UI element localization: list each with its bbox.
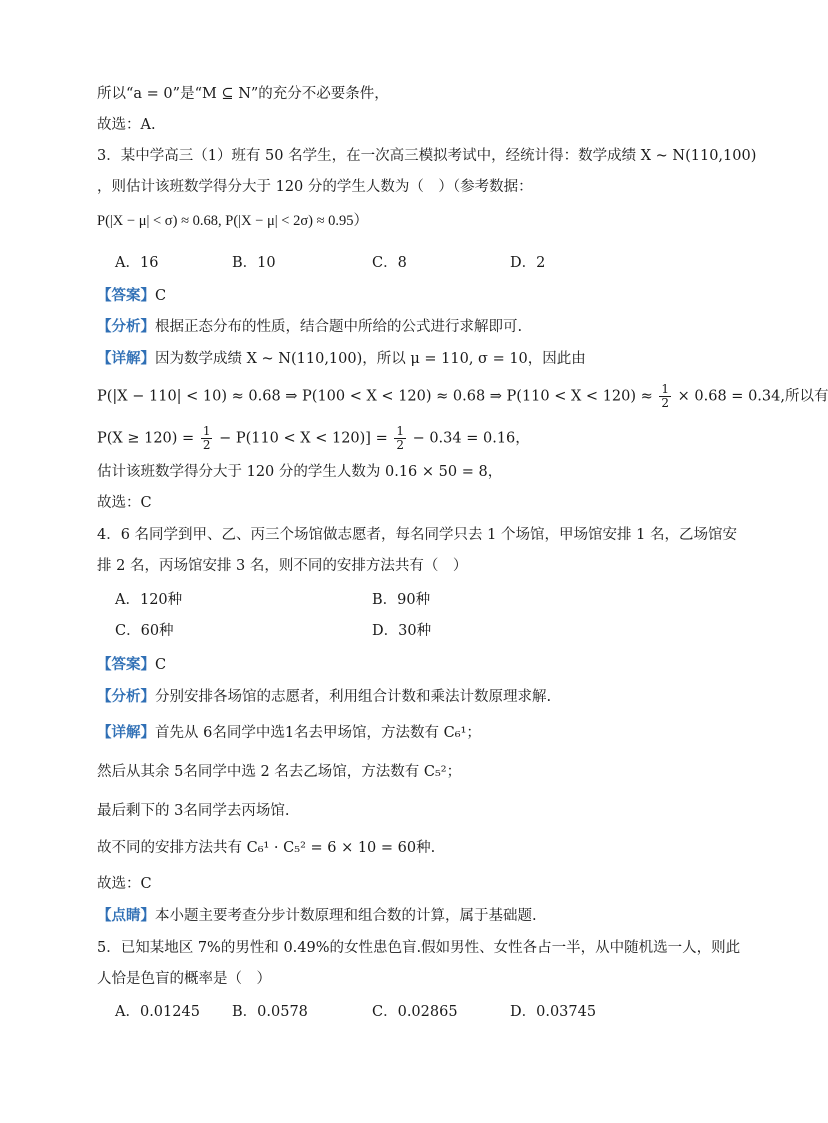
q4-detail-line-1 xyxy=(97,723,481,743)
q3-estimate: 估计该班数学得分大于 120 分的学生人数为 0.16 × 50 = 8， xyxy=(97,464,503,480)
q3-detail-1: 因为数学成绩 X ~ N(110,100)，所以 μ = 110, σ = 10，因此由 xyxy=(155,351,586,367)
q5-stem-2: 人恰是色盲的概率是（ ） xyxy=(97,971,271,987)
q4-comment: 本小题主要考查分步计数原理和组合数的计算，属于基础题. xyxy=(155,908,537,924)
q3-option-d: D．2 xyxy=(510,255,546,271)
q3-detail-2b: × 0.68 = 0.34,所以有 xyxy=(677,388,828,405)
q4-detail-4: 故不同的安排方法共有 C₆¹ · C₅² = 6 × 10 = 60种. xyxy=(97,840,436,856)
q3-answer-line xyxy=(97,286,166,306)
q3-option-c: C．8 xyxy=(372,255,407,271)
q3-choice: 故选：C xyxy=(97,495,152,511)
q3-detail-3b: − P(110 < X < 120)] = xyxy=(219,430,388,447)
q3-analysis-line xyxy=(97,317,522,337)
q5-stem-1: 5．已知某地区 7%的男性和 0.49%的女性患色盲.假如男性、女性各占一半，从中随机选一人，则此 xyxy=(97,940,741,956)
q3-stem-3: P(|X − μ| < σ) ≈ 0.68, P(|X − μ| < 2σ) ≈ 0.95） xyxy=(97,213,369,229)
q3-detail-2a: P(|X − 110| < 10) ≈ 0.68 ⇒ P(100 < X < 120) ≈ 0.68 ⇒ P(110 < X < 120) ≈ xyxy=(97,388,653,405)
q5-option-b: B．0.0578 xyxy=(232,1004,308,1020)
q4-option-b: B．90种 xyxy=(372,592,431,608)
q5-option-d: D．0.03745 xyxy=(510,1004,597,1020)
q3-option-a: A．16 xyxy=(115,255,159,271)
q4-comment-line xyxy=(97,906,537,926)
q3-detail-3c: − 0.34 = 0.16， xyxy=(412,430,530,447)
q3-detail-line-2 xyxy=(97,383,828,410)
q3-analysis: 根据正态分布的性质，结合题中所给的公式进行求解即可. xyxy=(155,319,523,335)
q4-option-a: A．120种 xyxy=(115,592,183,608)
answer-tag: 【答案】 xyxy=(97,656,155,673)
analysis-tag: 【分析】 xyxy=(97,688,155,705)
q4-answer-line xyxy=(97,655,166,675)
q4-choice: 故选：C xyxy=(97,876,152,892)
q3-answer: C xyxy=(155,288,167,304)
q3-stem-2: ，则估计该班数学得分大于 120 分的学生人数为（ ）（参考数据： xyxy=(97,179,533,195)
analysis-tag: 【分析】 xyxy=(97,318,155,335)
q4-detail-3: 最后剩下的 3名同学去丙场馆. xyxy=(97,803,290,819)
fraction-half: $\frac{1}{2}$ xyxy=(396,424,404,452)
q4-stem-1: 4．6 名同学到甲、乙、丙三个场馆做志愿者，每名同学只去 1 个场馆，甲场馆安排 1 名，乙场馆安 xyxy=(97,527,737,543)
q5-option-c: C．0.02865 xyxy=(372,1004,458,1020)
detail-tag: 【详解】 xyxy=(97,724,155,741)
fraction-half: $\frac{1}{2}$ xyxy=(661,382,670,410)
q4-answer: C xyxy=(155,657,167,673)
q3-detail-line-1 xyxy=(97,349,586,369)
line-conclusion: 所以“a = 0”是“M ⊆ N”的充分不必要条件， xyxy=(97,86,389,102)
q4-analysis-line xyxy=(97,687,551,707)
q4-detail-1: 首先从 6名同学中选1名去甲场馆，方法数有 C₆¹； xyxy=(155,725,481,741)
q4-stem-2: 排 2 名，丙场馆安排 3 名，则不同的安排方法共有（ ） xyxy=(97,558,468,574)
q4-analysis: 分别安排各场馆的志愿者，利用组合计数和乘法计数原理求解. xyxy=(155,689,552,705)
q3-option-b: B．10 xyxy=(232,255,276,271)
q4-option-d: D．30种 xyxy=(372,623,432,639)
q4-option-c: C．60种 xyxy=(115,623,174,639)
q5-option-a: A．0.01245 xyxy=(115,1004,200,1020)
q3-detail-line-3 xyxy=(97,425,530,452)
fraction-half: $\frac{1}{2}$ xyxy=(202,424,211,452)
q3-stem-1: 3．某中学高三（1）班有 50 名学生，在一次高三模拟考试中，经统计得：数学成绩 X ~ N(110,100) xyxy=(97,148,757,164)
q4-detail-2: 然后从其余 5名同学中选 2 名去乙场馆，方法数有 C₅²； xyxy=(97,764,462,780)
q3-detail-3a: P(X ≥ 120) = xyxy=(97,430,195,447)
comment-tag: 【点睛】 xyxy=(97,907,155,924)
line-choice-a: 故选：A. xyxy=(97,117,156,133)
detail-tag: 【详解】 xyxy=(97,350,155,367)
answer-tag: 【答案】 xyxy=(97,287,155,304)
